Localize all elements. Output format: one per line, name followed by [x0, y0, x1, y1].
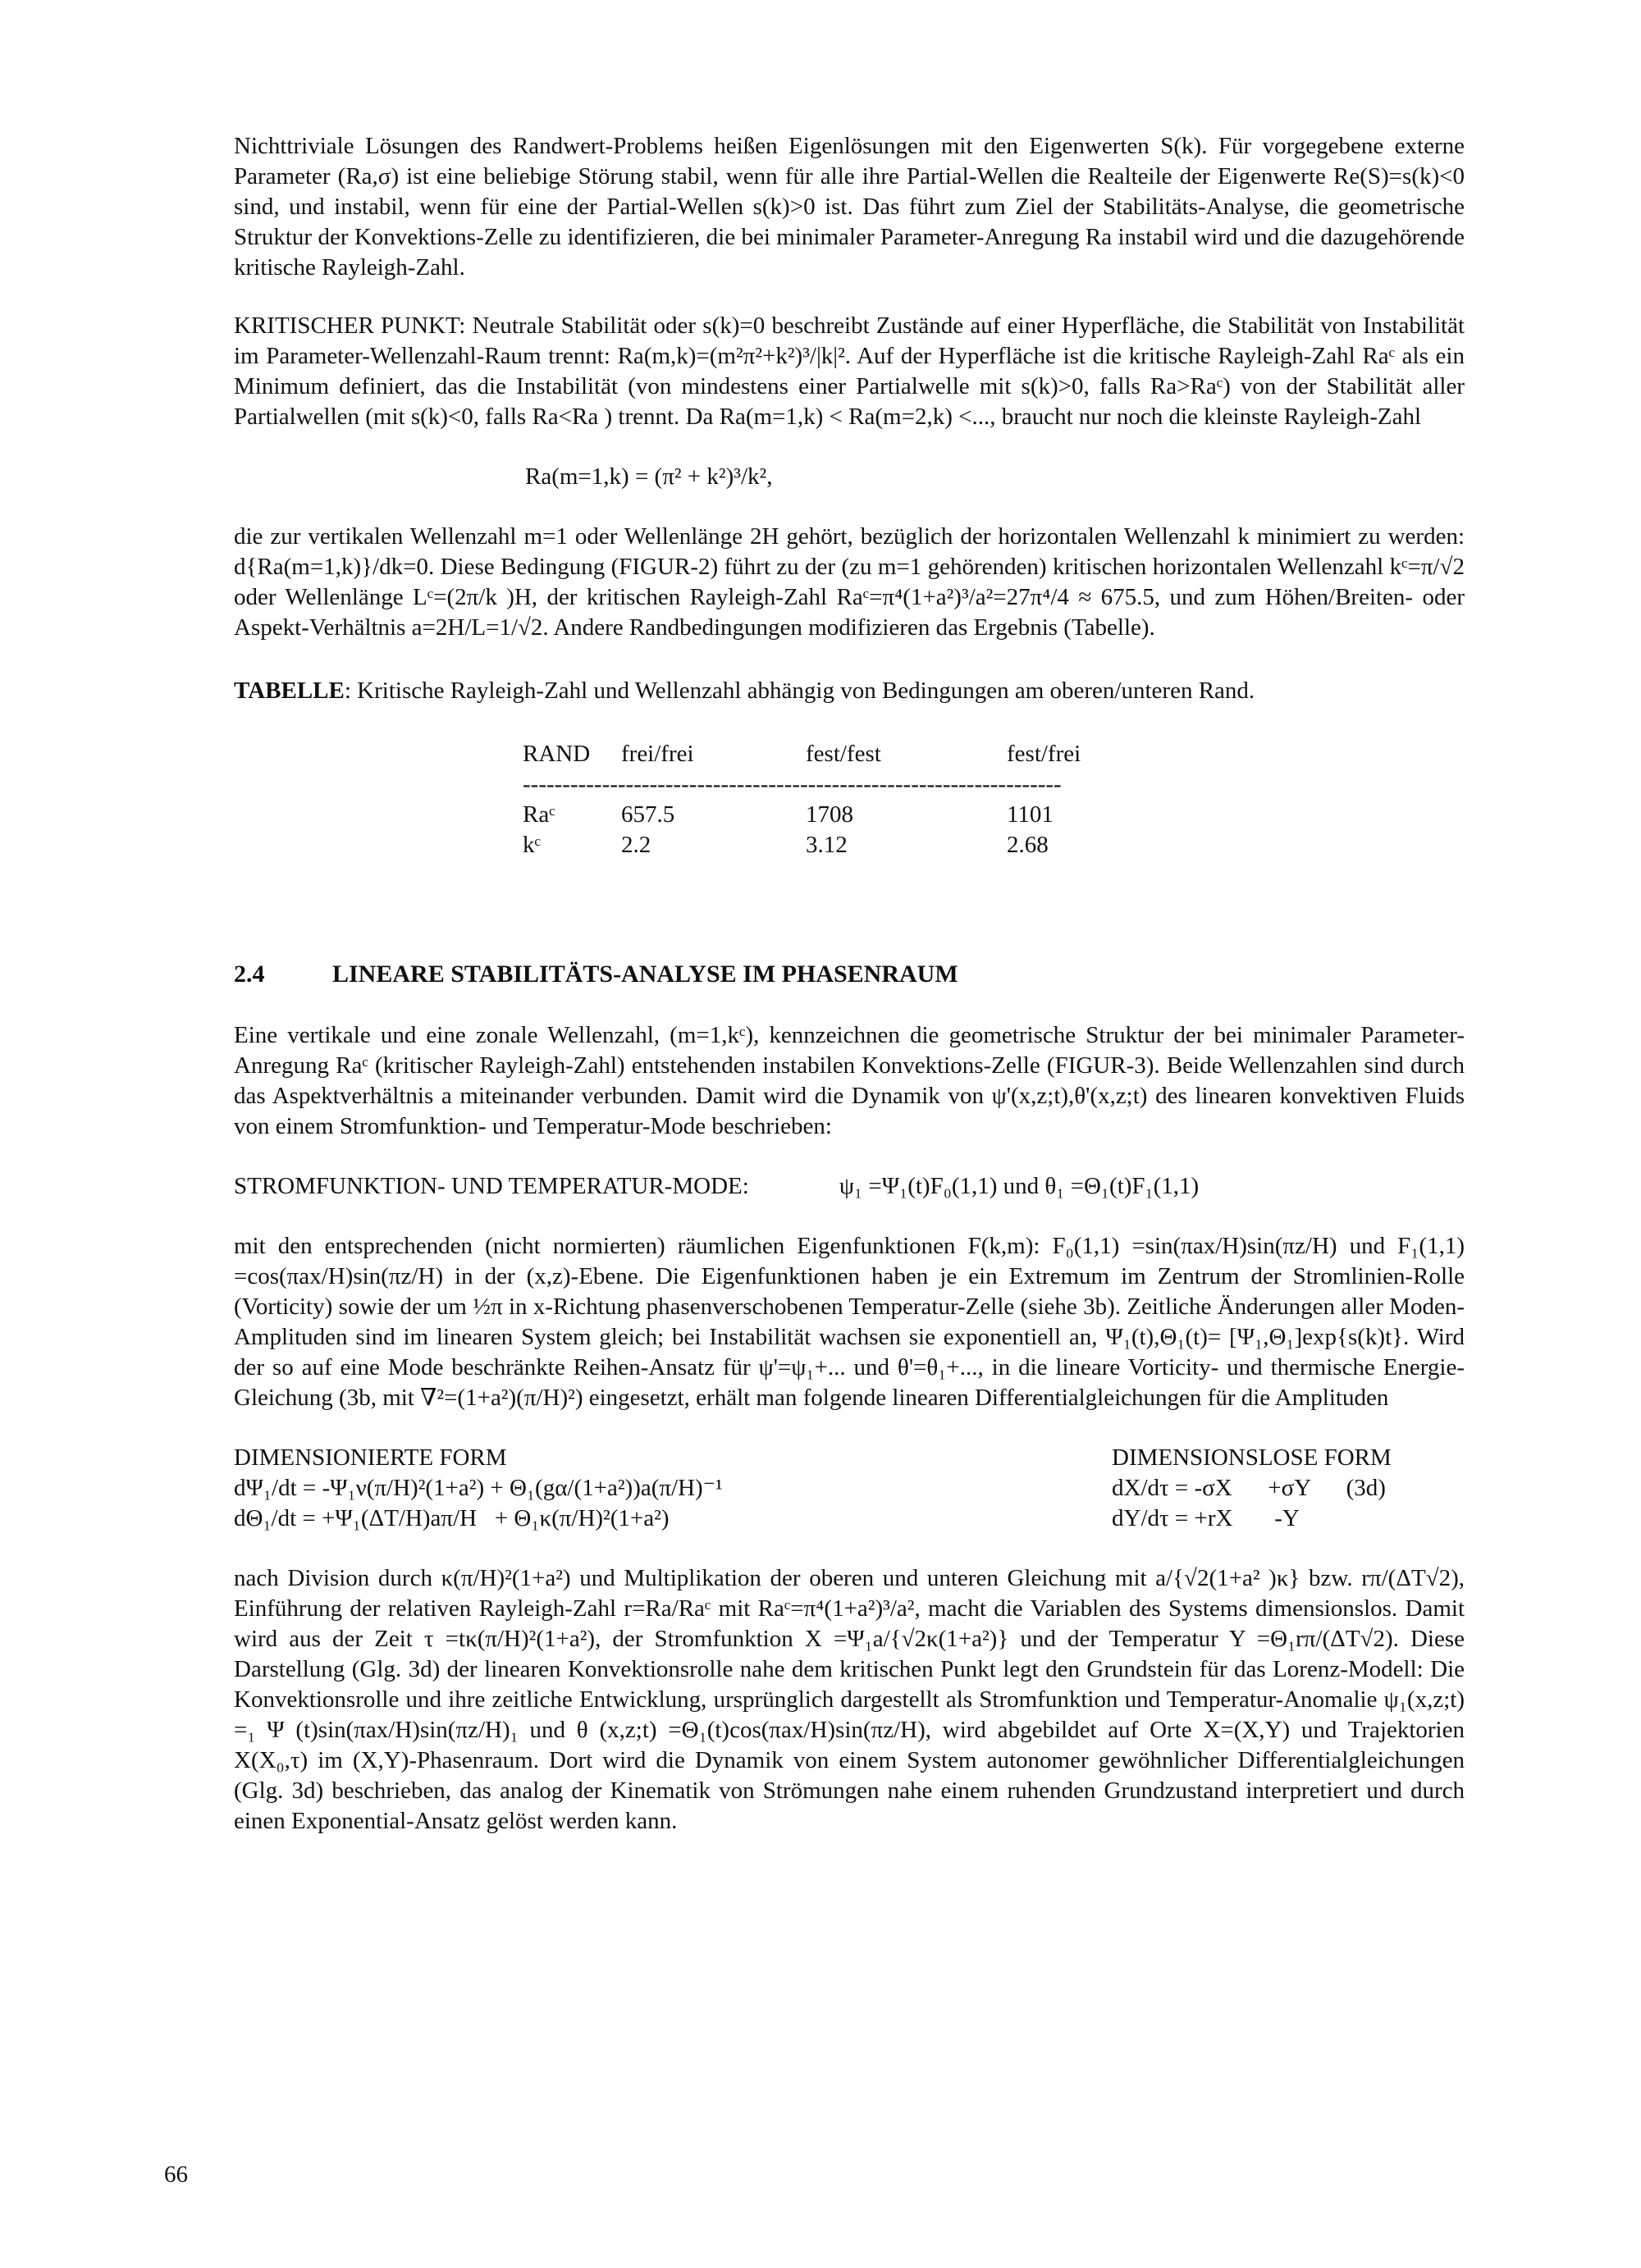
critical-values-table [523, 739, 1138, 860]
final-paragraph: nach Division durch κ(π/H)²(1+a²) und Multiplikation der oberen und unteren Gleichung mit a/{√2(1+a² )κ} bzw. rπ/(ΔT√2), Einführung der relativen Rayleigh-Zahl r=Ra/Raᶜ mit Raᶜ=π⁴(1+a²)³/a², macht die Variablen des Systems dimensionslos. Damit wird aus der Zeit τ =tκ(π/H)²(1+a²), der Stromfunktion X =Ψ₁a/{√2κ(1+a²)} und der Temperatur Y =Θ₁rπ/(ΔT√2). Diese Darstellung (Glg. 3d) der linearen Konvektionsrolle nahe dem kritischen Punkt legt den Grundstein für das Lorenz-Modell: Die Konvektionsrolle und ihre zeitliche Entwicklung, ursprünglich dargestellt als Stromfunktion und Temperatur-Anomalie ψ₁(x,z;t) =₁ Ψ (t)sin(πax/H)sin(πz/H)₁ und θ (x,z;t) =Θ₁(t)cos(πax/H)sin(πz/H), wird abgebildet auf Orte X=(X,Y) und Trajektorien X(X₀,τ) im (X,Y)-Phasenraum. Dort wird die Dynamik von einem System autonomer gewöhnlicher Differentialgleichungen (Glg. 3d) beschrieben, das analog der Kinematik von Strömungen nahe einem ruhenden Grundzustand interpretiert und durch einen Exponential-Ansatz gelöst werden kann. [234, 1565, 1465, 1834]
table-row [523, 800, 1138, 830]
table-separator: -------------------------------------------------------------------- [523, 771, 1062, 797]
table-cell: 1708 [806, 801, 853, 828]
mode-label: STROMFUNKTION- UND TEMPERATUR-MODE: [234, 1173, 749, 1199]
rayleigh-formula: Ra(m=1,k) = (π² + k²)³/k², [525, 463, 773, 490]
mode-formula: ψ₁ =Ψ₁(t)F₀(1,1) und θ₁ =Θ₁(t)F₁(1,1) [839, 1173, 1200, 1199]
dimensional-eq-1: dΨ₁/dt = -Ψ₁ν(π/H)²(1+a²) + Θ₁(gα/(1+a²))a(π/H)⁻¹ [234, 1475, 723, 1501]
table-cell: 2.68 [1007, 832, 1049, 858]
table-cell: 657.5 [621, 801, 675, 828]
page-number: 66 [164, 2161, 188, 2188]
dimensionless-title: DIMENSIONSLOSE FORM [1112, 1444, 1392, 1471]
table-cell: 2.2 [621, 832, 651, 858]
dimensional-title: DIMENSIONIERTE FORM [234, 1444, 507, 1471]
table-header-cell: RAND [523, 741, 591, 767]
section-paragraph: Eine vertikale und eine zonale Wellenzahl, (m=1,kᶜ), kennzeichnen die geometrische Struktur der bei minimaler Parameter-Anregung Raᶜ (kritischer Rayleigh-Zahl) entstehenden instabilen Konvektions-Zelle (FIGUR-3). Beide Wellenzahlen sind durch das Aspektverhältnis a miteinander verbunden. Damit wird die Dynamik von ψ'(x,z;t),θ'(x,z;t) des linearen konvektiven Fluids von einem Stromfunktion- und Temperatur-Mode beschrieben: [234, 1022, 1465, 1139]
table-caption-label: TABELLE [234, 678, 345, 704]
table-caption [234, 676, 1465, 706]
page-body [234, 131, 1465, 1837]
section-heading [234, 959, 1465, 989]
table-cell: Raᶜ [523, 801, 555, 828]
eigenfunction-paragraph: mit den entsprechenden (nicht normierten) räumlichen Eigenfunktionen F(k,m): F₀(1,1) =sin(πax/H)sin(πz/H) und F₁(1,1) =cos(πax/H)sin(πz/H) in der (x,z)-Ebene. Die Eigenfunktionen haben je ein Extremum im Zentrum der Stromlinien-Rolle (Vorticity) sowie der um ½π in x-Richtung phasenverschobenen Temperatur-Zelle (siehe 3b). Zeitliche Änderungen aller Moden-Amplituden sind im linearen System gleich; bei Instabilität wachsen sie exponentiell an, Ψ₁(t),Θ₁(t)= [Ψ₁,Θ₁]exp{s(k)t}. Wird der so auf eine Mode beschränkte Reihen-Ansatz für ψ'=ψ₁+... und θ'=θ₁+..., in die lineare Vorticity- und thermische Energie-Gleichung (3b, mit ∇²=(1+a²)(π/H)²) eingesetzt, erhält man folgende linearen Differentialgleichungen für die Amplituden [234, 1233, 1465, 1411]
critical-point-paragraph: KRITISCHER PUNKT: Neutrale Stabilität oder s(k)=0 beschreibt Zustände auf einer Hyperfläche, die Stabilität von Instabilität im Parameter-Wellenzahl-Raum trennt: Ra(m,k)=(m²π²+k²)³/|k|². Auf der Hyperfläche ist die kritische Rayleigh-Zahl Raᶜ als ein Minimum definiert, das die Instabilität (von mindestens einer Partialwelle mit s(k)>0, falls Ra>Raᶜ) von der Stabilität aller Partialwellen (mit s(k)<0, falls Ra<Ra ) trennt. Da Ra(m=1,k) < Ra(m=2,k) <..., braucht nur noch die kleinste Rayleigh-Zahl [234, 313, 1465, 430]
intro-paragraph: Nichttriviale Lösungen des Randwert-Problems heißen Eigenlösungen mit den Eigenwerten S(k). Für vorgegebene externe Parameter (Ra,σ) ist eine beliebige Störung stabil, wenn für alle ihre Partial-Wellen die Realteile der Eigenwerte Re(S)=s(k)<0 sind, und instabil, wenn für eine der Partial-Wellen s(k)>0 ist. Das führt zum Ziel der Stabilitäts-Analyse, die geometrische Struktur der Konvektions-Zelle zu identifizieren, die bei minimaler Parameter-Anregung Ra instabil wird und die dazugehörende kritische Rayleigh-Zahl. [234, 133, 1465, 281]
table-header-row [523, 739, 1138, 769]
table-cell: kᶜ [523, 832, 541, 858]
table-header-cell: fest/fest [806, 741, 881, 767]
table-header-cell: fest/frei [1007, 741, 1081, 767]
equation-row-1 [234, 1473, 1465, 1504]
equation-titles [234, 1443, 1465, 1473]
table-header-cell: frei/frei [621, 741, 694, 767]
mode-line [234, 1171, 1465, 1202]
table-cell: 1101 [1007, 801, 1054, 828]
table-row [523, 830, 1138, 860]
dimensional-eq-2: dΘ₁/dt = +Ψ₁(ΔT/H)aπ/H + Θ₁κ(π/H)²(1+a²) [234, 1505, 670, 1531]
section-title: LINEARE STABILITÄTS-ANALYSE IM PHASENRAUM [332, 961, 958, 988]
dimensionless-eq-1: dX/dτ = -σX +σY (3d) [1112, 1475, 1386, 1501]
dimensionless-eq-2: dY/dτ = +rX -Y [1112, 1505, 1300, 1531]
minimization-paragraph: die zur vertikalen Wellenzahl m=1 oder Wellenlänge 2H gehört, bezüglich der horizontalen Wellenzahl k minimiert zu werden: d{Ra(m=1,k)}/dk=0. Diese Bedingung (FIGUR-2) führt zu der (zu m=1 gehörenden) kritischen horizontalen Wellenzahl kᶜ=π/√2 oder Wellenlänge Lᶜ=(2π/k )H, der kritischen Rayleigh-Zahl Raᶜ=π⁴(1+a²)³/a²=27π⁴/4 ≈ 675.5, und zum Höhen/Breiten- oder Aspekt-Verhältnis a=2H/L=1/√2. Andere Randbedingungen modifizieren das Ergebnis (Tabelle). [234, 523, 1465, 641]
equation-block [234, 1443, 1465, 1534]
equation-row-2 [234, 1504, 1465, 1534]
table-cell: 3.12 [806, 832, 848, 858]
table-caption-text: : Kritische Rayleigh-Zahl und Wellenzahl abhängig von Bedingungen am oberen/unteren Rand. [344, 678, 1255, 704]
table-separator-row [523, 769, 1138, 800]
section-number: 2.4 [234, 961, 265, 988]
